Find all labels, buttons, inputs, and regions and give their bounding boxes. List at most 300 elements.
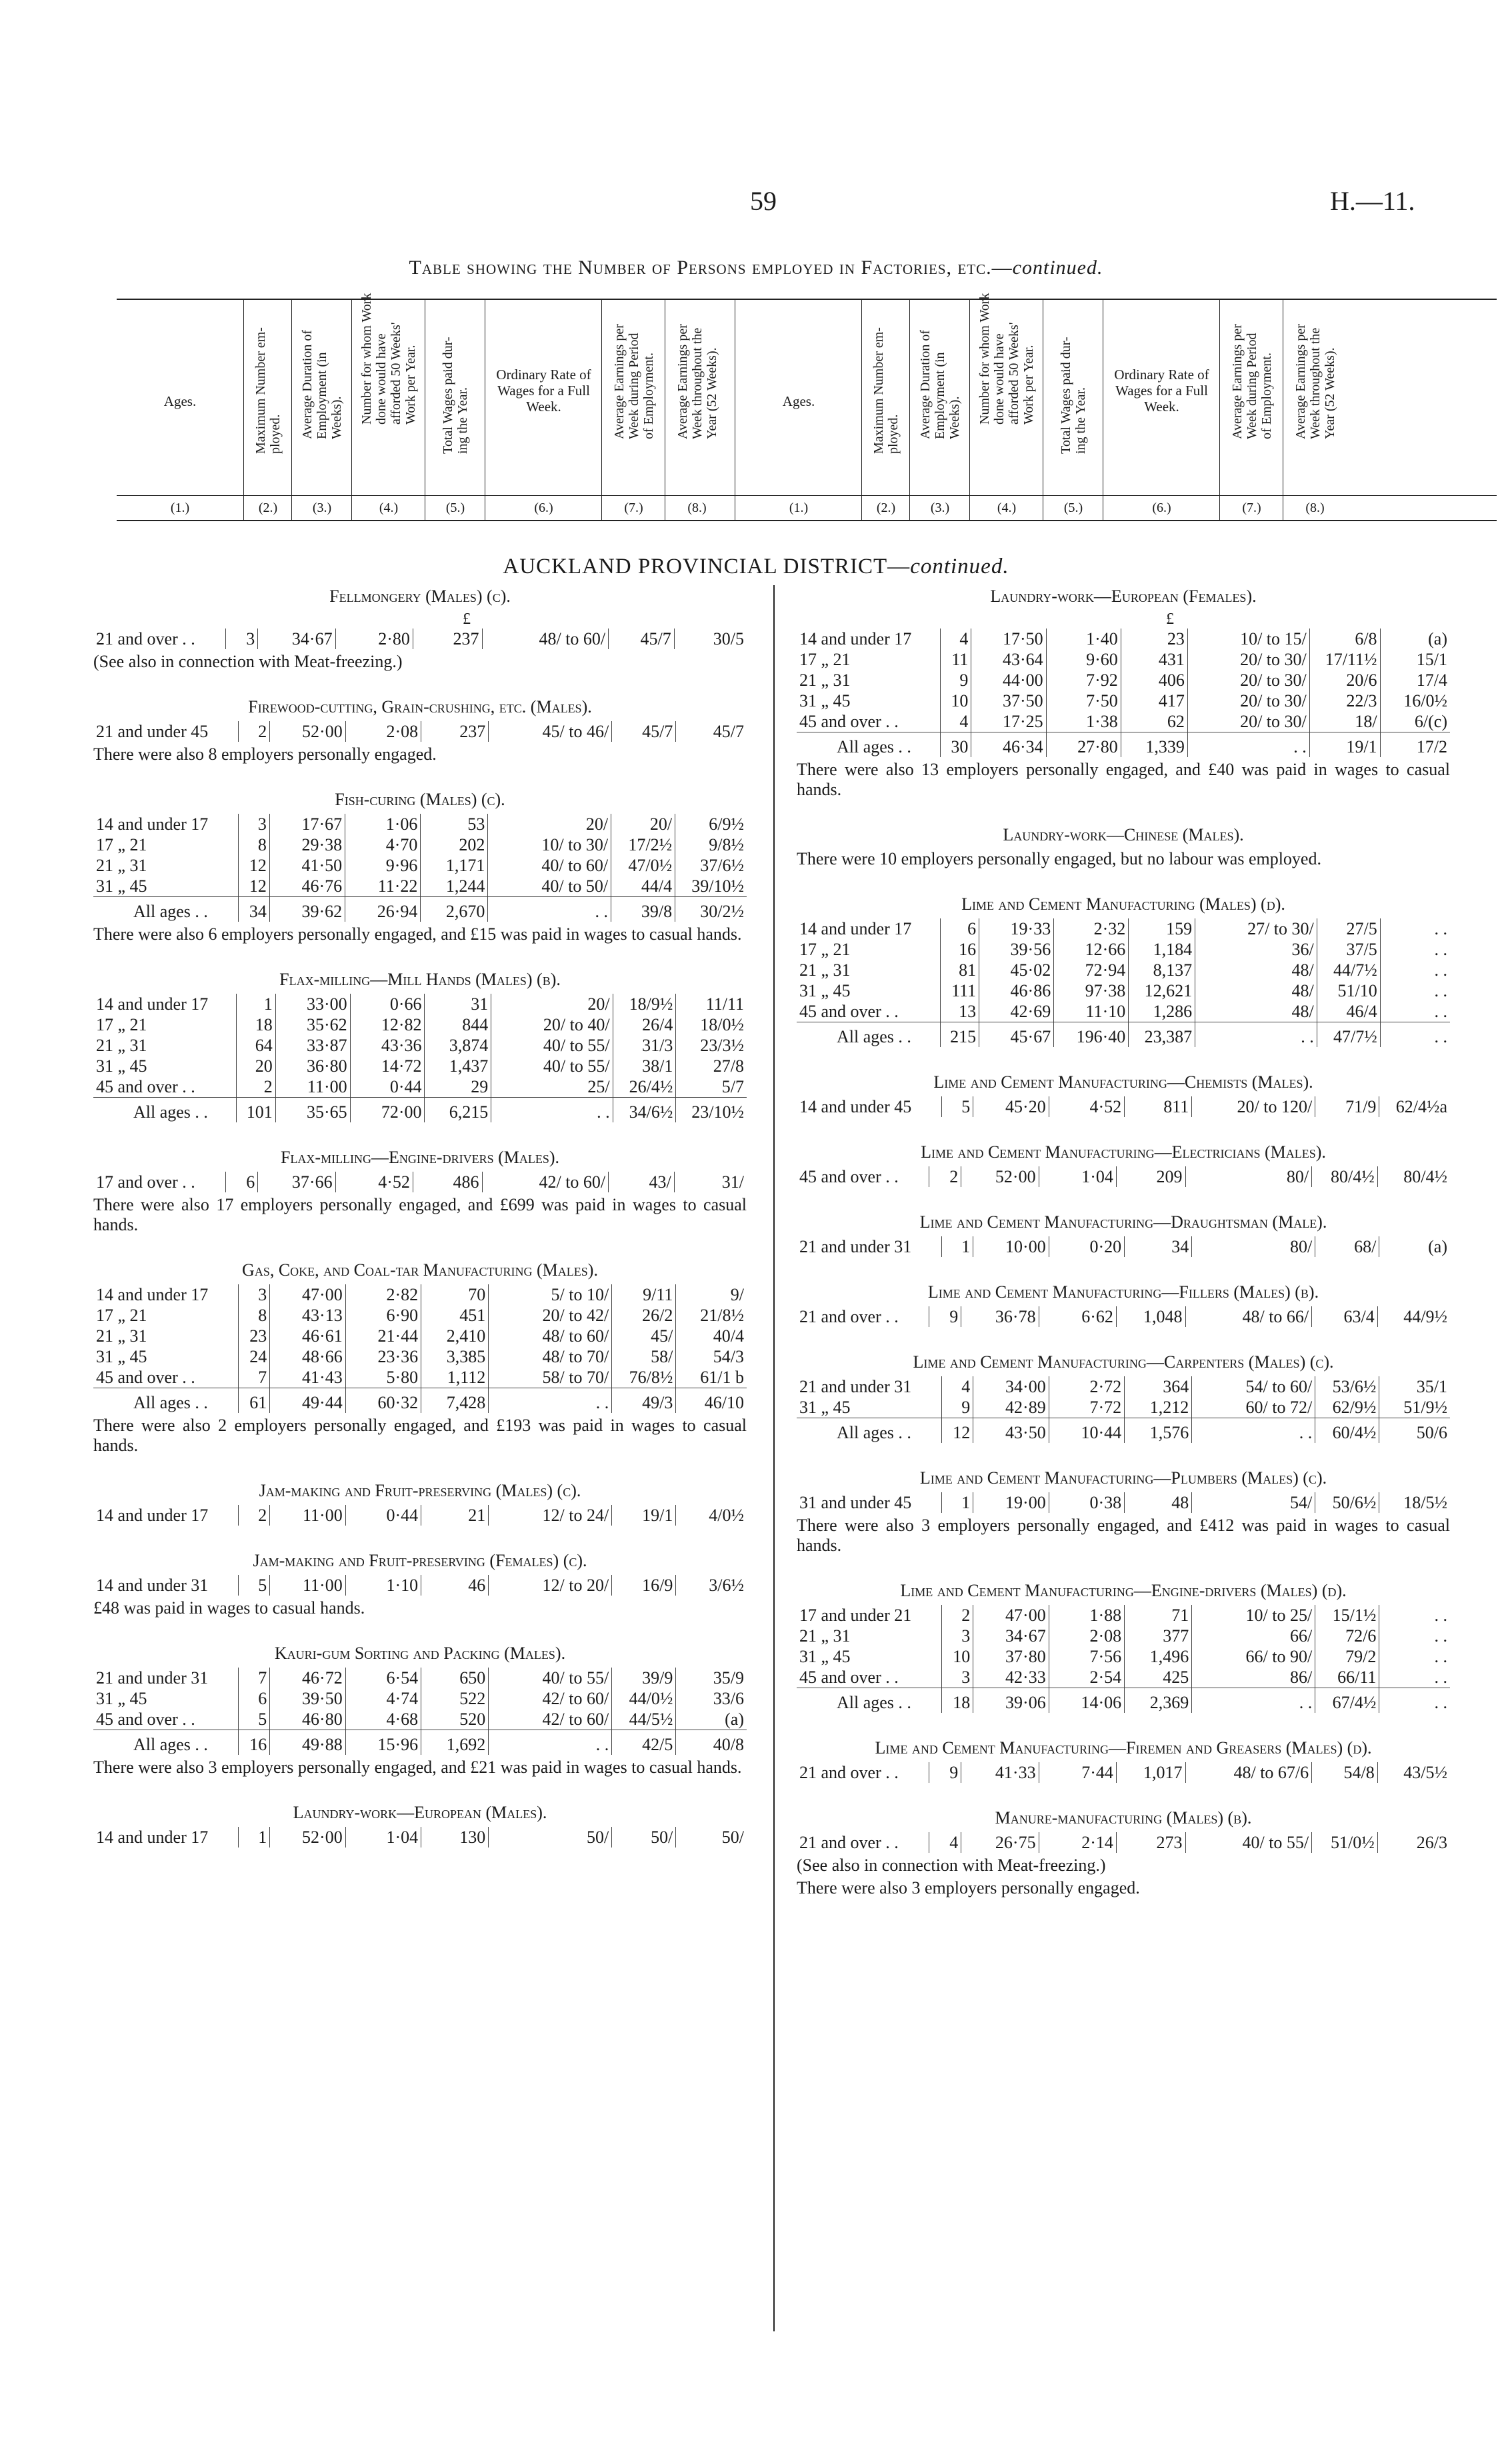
value-cell: 38/1 [613,1056,676,1076]
value-cell: . . [1195,1022,1317,1048]
value-cell: . . [1434,1002,1447,1021]
table-row [797,980,1450,1001]
value-cell: 33·87 [275,1035,350,1056]
value-cell: 4·52 [1049,1096,1124,1117]
value-cell: 11·00 [275,1076,350,1098]
value-cell: 60/4½ [1315,1418,1379,1444]
value-cell: 50/ [489,1827,612,1848]
section-title: Lime and Cement Manufacturing—Chemists (Males). [933,1072,1313,1092]
value-cell: 10 [942,1646,973,1667]
value-cell: 19/1 [1309,732,1380,758]
value-cell: 44/7½ [1317,960,1380,980]
value-cell: 25/ [491,1076,613,1098]
header-col-7 [1219,300,1283,520]
section-table [797,1166,1450,1187]
section-table [93,1827,747,1848]
value-cell: 24 [239,1346,270,1367]
age-cell: All ages . . [93,1730,239,1756]
value-cell: 20/ to 120/ [1192,1096,1315,1117]
value-cell: 3 [942,1626,973,1646]
value-cell: 6 [940,918,979,939]
header-col-5 [425,300,485,520]
table-title-main: Table showing the Number of Persons employed in Factories, etc.— [409,257,1013,279]
value-cell: 35/9 [713,1668,744,1688]
value-cell: 10 [941,690,971,711]
value-cell: 15·96 [345,1730,421,1756]
value-cell: 3 [942,1667,973,1688]
value-cell: 15/1 [1416,650,1447,669]
value-cell: 44/9½ [1403,1307,1447,1326]
section-title: Lime and Cement Manufacturing—Engine-drivers (Males) (d). [900,1581,1347,1600]
age-cell: All ages . . [797,1022,940,1048]
value-cell: 50/6 [1379,1418,1450,1444]
table-row [93,1035,747,1056]
value-cell: 39·50 [270,1688,345,1709]
value-cell: 49·88 [270,1730,345,1756]
section-title: Jam-making and Fruit-preserving (Females) (c). [253,1551,587,1570]
value-cell: 159 [1129,918,1195,939]
age-cell: 31 „ 45 [93,1688,239,1709]
header-col-4 [351,293,425,520]
section-table [797,1096,1450,1117]
header-col-number: (8.) [687,501,707,515]
value-cell: 42·69 [979,1001,1054,1022]
value-cell: 12 [239,855,270,876]
section [797,1352,1450,1443]
value-cell: 48/ to 67/6 [1185,1762,1312,1783]
value-cell: 61/1 b [700,1368,744,1387]
value-cell: 37/5 [1317,939,1380,960]
value-cell: 21/8½ [700,1306,744,1325]
value-cell: 9 [941,670,971,690]
table-row [93,1284,747,1305]
value-cell: 6,215 [425,1098,491,1123]
value-cell: 48·66 [270,1346,345,1367]
value-cell: 29 [425,1076,491,1098]
table-row [93,876,747,897]
value-cell: 46·61 [270,1326,345,1346]
header-col-2 [861,300,910,520]
value-cell: 3/6½ [709,1576,744,1595]
table-row [797,1762,1450,1783]
value-cell: 111 [940,980,979,1001]
value-cell: 23 [239,1326,270,1346]
age-cell: 14 and under 17 [93,1505,239,1526]
value-cell: 3 [226,628,258,649]
value-cell: 58/ to 70/ [489,1367,612,1388]
value-cell: 43·13 [270,1305,345,1326]
age-cell: 21 and under 45 [93,721,239,742]
value-cell: 45/7 [713,722,744,741]
value-cell: 8 [239,1305,270,1326]
value-cell: 7·72 [1049,1397,1124,1418]
section [797,1282,1450,1327]
value-cell: 66/ to 90/ [1192,1646,1315,1667]
value-cell: 35·62 [275,1014,350,1035]
value-cell: 27/5 [1317,918,1380,939]
value-cell: 425 [1125,1667,1192,1688]
table-row [797,1626,1450,1646]
value-cell: 48/ to 60/ [489,1326,612,1346]
value-cell: 14·72 [350,1056,425,1076]
header-col-number: (8.) [1305,501,1325,515]
value-cell: 50/ [721,1828,744,1847]
value-cell: 49·44 [270,1388,345,1414]
section-title: Lime and Cement Manufacturing—Firemen and Greasers (Males) (d). [875,1738,1372,1758]
value-cell: 5/7 [721,1077,744,1096]
age-cell: 17 „ 21 [93,1014,237,1035]
value-cell: 1,244 [421,876,488,897]
value-cell: 39/8 [611,897,675,922]
value-cell: 20/ to 30/ [1187,690,1309,711]
header-label-vertical: Total Wages paid dur- ing the Year. [441,337,470,454]
value-cell: 48/ [1195,1001,1317,1022]
header-label: Ordinary Rate of Wages for a Full Week. [496,367,591,415]
value-cell: 202 [421,834,488,855]
header-col-1 [117,300,243,520]
value-cell: 40/ to 55/ [1185,1832,1312,1853]
value-cell: 2·32 [1054,918,1129,939]
table-row [93,1367,747,1388]
value-cell: 2·08 [1049,1626,1124,1646]
value-cell: 364 [1125,1376,1192,1397]
value-cell: 6/(c) [1414,712,1447,731]
value-cell: 19·00 [973,1492,1049,1513]
table-title-tail: continued. [1012,257,1103,279]
table-row [93,1505,747,1526]
section-title: Kauri-gum Sorting and Packing (Males). [274,1644,566,1663]
section [797,894,1450,1047]
age-cell: 21 and over . . [797,1762,929,1783]
value-cell: 1·88 [1049,1605,1124,1626]
table-row [797,1646,1450,1667]
value-cell: 17/2 [1380,732,1450,758]
section [797,825,1450,869]
value-cell: 42/5 [612,1730,676,1756]
table-row [797,1605,1450,1626]
table-row [797,1832,1450,1853]
value-cell: 47/0½ [611,855,675,876]
value-cell: 12,621 [1129,980,1195,1001]
value-cell: 16/0½ [1403,691,1447,710]
value-cell: 4·68 [345,1709,421,1730]
section-table [93,1575,747,1596]
value-cell: 23 [1121,628,1187,649]
section-table [93,1284,747,1413]
value-cell: 7·50 [1046,690,1121,711]
header-col-number: (6.) [534,501,553,515]
value-cell: 26·75 [961,1832,1039,1853]
section-title: Lime and Cement Manufacturing—Draughtsman (Male). [919,1212,1327,1232]
total-row [797,1418,1450,1444]
header-col-number: (3.) [312,501,332,515]
age-cell: 14 and under 17 [93,814,239,834]
value-cell: 72/6 [1315,1626,1379,1646]
value-cell: 6 [226,1172,258,1192]
column-header-band [117,293,1497,521]
value-cell: 45·67 [979,1022,1054,1048]
value-cell: 15/1½ [1315,1605,1379,1626]
value-cell: 26/4 [613,1014,676,1035]
value-cell: 215 [940,1022,979,1048]
age-cell: All ages . . [93,1388,239,1414]
value-cell: 26/4½ [613,1076,676,1098]
value-cell: . . [1434,960,1447,980]
value-cell: 14·06 [1049,1688,1124,1714]
value-cell: . . [1380,1022,1450,1048]
value-cell: . . [1434,919,1447,938]
value-cell: 18/0½ [700,1015,744,1034]
total-row [93,1388,747,1414]
value-cell: 2,369 [1125,1688,1192,1714]
value-cell: 48/ to 60/ [482,628,609,649]
header-col-number: (6.) [1152,501,1171,515]
value-cell: . . [1434,940,1447,959]
value-cell: 42/ to 60/ [489,1709,612,1730]
value-cell: 1,339 [1121,732,1187,758]
section-table [797,1492,1450,1513]
age-cell: 21 „ 31 [797,1626,942,1646]
value-cell: 18 [942,1688,973,1714]
value-cell: 18/9½ [613,994,676,1014]
age-cell: 14 and under 17 [797,918,940,939]
value-cell: 31/ [721,1172,744,1192]
value-cell: 377 [1125,1626,1192,1646]
header-label: Ages. [163,393,197,409]
header-label-vertical: Number for whom Work done would have afforded 50 Weeks' Work per Year. [977,293,1036,425]
section [93,1148,747,1235]
value-cell: 16 [239,1730,270,1756]
age-cell: 45 and over . . [797,1166,929,1187]
section [797,587,1450,800]
value-cell: 27/ to 30/ [1195,918,1317,939]
value-cell: 48/ [1195,980,1317,1001]
value-cell: 45/7 [609,628,675,649]
section [93,1551,747,1618]
value-cell: 80/4½ [1403,1167,1447,1186]
section-title: Laundry-work—Chinese (Males). [1003,825,1244,844]
age-cell: All ages . . [93,897,239,922]
value-cell: 11 [941,649,971,670]
section [797,1808,1450,1898]
section-note: There were also 6 employers personally engaged, and £15 was paid in wages to casual hands. [93,924,742,944]
header-col-number: (4.) [997,501,1017,515]
value-cell: 11·00 [270,1575,345,1596]
value-cell: 72·94 [1054,960,1129,980]
value-cell: 44/0½ [612,1688,676,1709]
value-cell: 71 [1125,1605,1192,1626]
value-cell: 43·36 [350,1035,425,1056]
value-cell: 6·54 [345,1668,421,1688]
value-cell: 42/ to 60/ [482,1172,609,1192]
value-cell: 37·50 [971,690,1046,711]
table-row [797,670,1450,690]
value-cell: 41·43 [270,1367,345,1388]
value-cell: 46·34 [971,732,1046,758]
value-cell: 23·36 [345,1346,421,1367]
value-cell: 4 [941,711,971,732]
age-cell: All ages . . [797,1418,942,1444]
value-cell: 48/ [1195,960,1317,980]
section-title: Flax-milling—Engine-drivers (Males). [280,1148,560,1167]
age-cell: 14 and under 45 [797,1096,942,1117]
header-col-number: (2.) [258,501,278,515]
section-note: There were also 3 employers personally engaged, and £21 was paid in wages to casual hands. [93,1758,742,1777]
header-label-vertical: Maximum Number em- ployed. [871,327,901,454]
value-cell: 2·72 [1049,1376,1124,1397]
value-cell: 43/5½ [1403,1763,1447,1782]
age-cell: 45 and over . . [797,1667,942,1688]
value-cell: 70 [421,1284,489,1305]
value-cell: 2·82 [345,1284,421,1305]
age-cell: 14 and under 31 [93,1575,239,1596]
section-table [797,628,1450,757]
value-cell: 12/ to 24/ [489,1505,612,1526]
value-cell: 9·96 [345,855,421,876]
value-cell: 3 [239,814,270,834]
value-cell: 1·38 [1046,711,1121,732]
value-cell: 13 [940,1001,979,1022]
value-cell: . . [1192,1688,1315,1714]
value-cell: 2,410 [421,1326,489,1346]
age-cell: 45 and over . . [93,1709,239,1730]
table-row [93,1709,747,1730]
value-cell: 22/3 [1309,690,1380,711]
value-cell: 76/8½ [612,1367,676,1388]
value-cell: 1·04 [1039,1166,1116,1187]
value-cell: 34 [1125,1236,1192,1257]
header-label-vertical: Average Duration of Employment (in Weeks). [918,329,962,439]
value-cell: 34·67 [973,1626,1049,1646]
age-cell: 17 and under 21 [797,1605,942,1626]
value-cell: 237 [421,721,489,742]
value-cell: 1,184 [1129,939,1195,960]
value-cell: 40/8 [676,1730,747,1756]
value-cell: 0·44 [350,1076,425,1098]
value-cell: 37·66 [258,1172,335,1192]
value-cell: 97·38 [1054,980,1129,1001]
header-col-number: (5.) [445,501,465,515]
section-title: Laundry-work—European (Females). [990,587,1257,606]
section-table [797,1236,1450,1257]
value-cell: 20/ to 30/ [1187,649,1309,670]
value-cell: 51/9½ [1403,1398,1447,1417]
value-cell: 4·70 [345,834,421,855]
age-cell: 21 and under 31 [797,1236,942,1257]
value-cell: 46·72 [270,1668,345,1688]
table-row [93,1014,747,1035]
value-cell: 39·56 [979,939,1054,960]
table-row [93,1668,747,1688]
header-label-vertical: Average Earnings per Week during Period of Employment. [1229,324,1274,439]
value-cell: 16 [940,939,979,960]
age-cell: 31 „ 45 [93,1056,237,1076]
table-row [797,1166,1450,1187]
value-cell: 6/9½ [709,814,744,834]
section-note: There were also 8 employers personally engaged. [93,744,437,764]
value-cell: 9/11 [612,1284,676,1305]
value-cell: 30 [941,732,971,758]
value-cell: 30/2½ [675,897,747,922]
value-cell: 80/4½ [1312,1166,1378,1187]
value-cell: 0·20 [1049,1236,1124,1257]
value-cell: 1·10 [345,1575,421,1596]
value-cell: 45/ to 46/ [489,721,612,742]
value-cell: 42·33 [973,1667,1049,1688]
value-cell: 6·62 [1039,1306,1116,1327]
value-cell: 9 [929,1762,961,1783]
value-cell: 33/6 [713,1689,744,1708]
value-cell: 5/ to 10/ [489,1284,612,1305]
value-cell: 39·62 [269,897,345,922]
value-cell: 50/ [612,1827,676,1848]
value-cell: 2 [942,1605,973,1626]
total-row [797,1688,1450,1714]
value-cell: 4 [929,1832,961,1853]
value-cell: 11·22 [345,876,421,897]
value-cell: 50/6½ [1315,1492,1379,1513]
age-cell: 31 „ 45 [797,980,940,1001]
table-row [93,1688,747,1709]
value-cell: . . [489,1730,612,1756]
header-label-vertical: Average Earnings per Week during Period of Employment. [611,324,656,439]
value-cell: 66/ [1192,1626,1315,1646]
header-col-number: (5.) [1063,501,1083,515]
age-cell: 14 and under 17 [797,628,941,649]
value-cell: (a) [725,1710,744,1729]
value-cell: 46·80 [270,1709,345,1730]
age-cell: 31 „ 45 [797,690,941,711]
age-cell: 21 and over . . [797,1306,929,1327]
value-cell: 71/9 [1315,1096,1379,1117]
value-cell: 12·66 [1054,939,1129,960]
age-cell: 45 and over . . [93,1076,237,1098]
section-title: Laundry-work—European (Males). [293,1803,547,1822]
value-cell: 6·90 [345,1305,421,1326]
age-cell: 17 „ 21 [797,649,941,670]
value-cell: 12·82 [350,1014,425,1035]
value-cell: . . [1434,981,1447,1000]
page-reference: H.—11. [1330,186,1415,216]
value-cell: 17·25 [971,711,1046,732]
value-cell: 9 [942,1397,973,1418]
value-cell: 44/5½ [612,1709,676,1730]
value-cell: 36/ [1195,939,1317,960]
value-cell: 52·00 [270,721,345,742]
value-cell: 9/ [730,1285,744,1304]
header-label-vertical: Maximum Number em- ployed. [253,327,283,454]
value-cell: 4 [942,1376,973,1397]
age-cell: 17 „ 21 [797,939,940,960]
value-cell: 101 [237,1098,275,1123]
value-cell: 1 [942,1492,973,1513]
value-cell: . . [1192,1418,1315,1444]
value-cell: (a) [1428,629,1447,648]
value-cell: 49/3 [612,1388,676,1414]
header-col-8 [1283,300,1347,520]
value-cell: 44·00 [971,670,1046,690]
value-cell: 273 [1116,1832,1185,1853]
value-cell: 19·33 [979,918,1054,939]
value-cell: 41·50 [269,855,345,876]
table-row [797,1376,1450,1397]
value-cell: 40/4 [713,1326,744,1346]
section-table [797,1376,1450,1443]
value-cell: 2 [239,721,270,742]
value-cell: 7 [239,1367,270,1388]
table-row [797,918,1450,939]
district-heading-tail: continued. [910,555,1009,579]
